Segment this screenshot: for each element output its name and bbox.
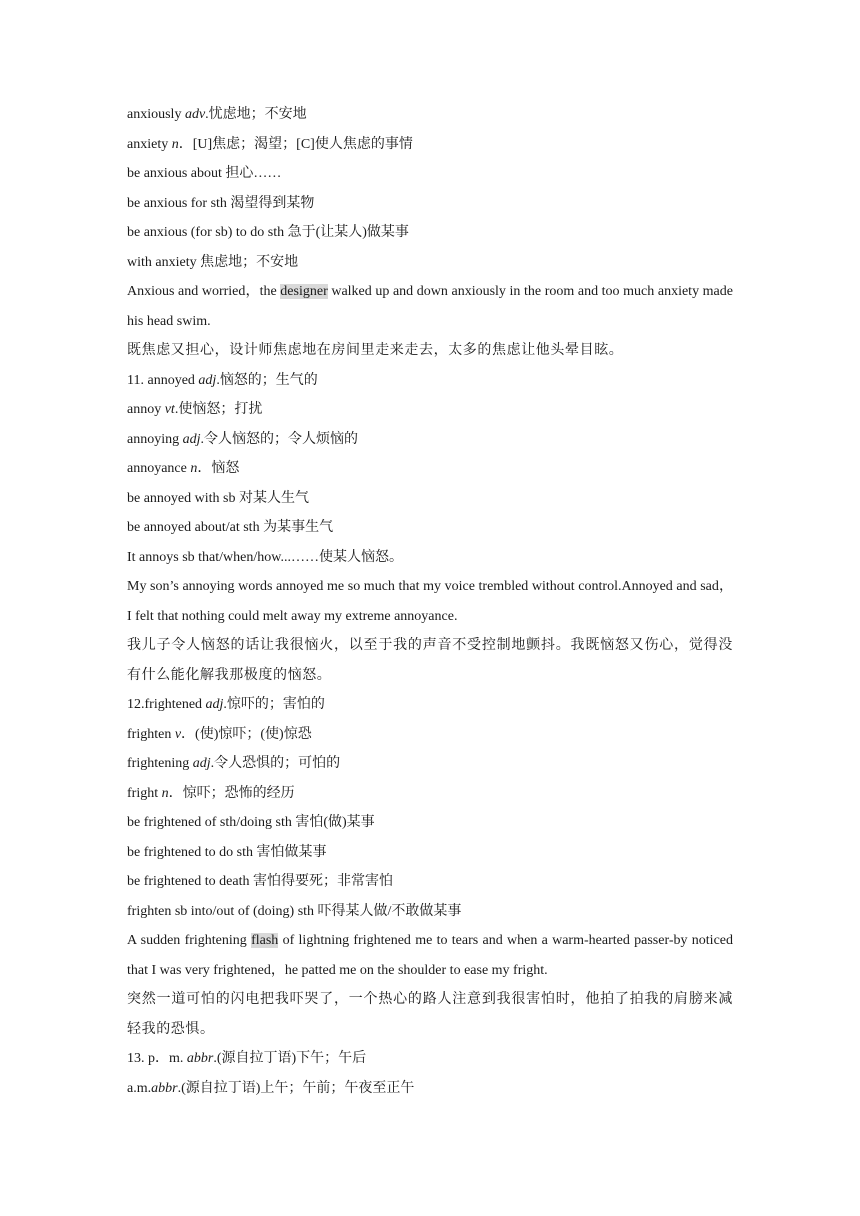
entry-word: annoy xyxy=(127,402,165,417)
sentence-part: Anxious and worried，the xyxy=(127,284,281,299)
part-of-speech: abbr xyxy=(186,1051,214,1066)
entry-definition: ．(使)惊吓；(使)惊恐 xyxy=(181,726,312,742)
example-sentence-annoyed: My son’s annoying words annoyed me so much that my voice trembled without control.Annoyed and sad，I felt that nothing could melt away my extreme annoyance. xyxy=(127,579,733,624)
phrase-anxious-for: be anxious for sth 渴望得到某物 xyxy=(127,195,315,211)
entry-definition: .令人恼怒的；令人烦恼的 xyxy=(200,431,358,447)
entry-word: anxiously xyxy=(127,107,185,122)
entry-pm xyxy=(127,1044,733,1074)
translation-annoyed: 我儿子令人恼怒的话让我很恼火，以至于我的声音不受控制地颤抖。我既恼怒又伤心，觉得没有什么能化解我那极度的恼怒。 xyxy=(127,637,733,683)
entry-definition: ．[U]焦虑；渴望；[C]使人焦虑的事情 xyxy=(178,136,413,152)
entry-am xyxy=(127,1074,733,1104)
sentence-part: walked up and down anxiously in the room and too much anxiety made his head swim. xyxy=(127,284,733,329)
document-body xyxy=(127,100,733,1103)
phrase-frightened-to-death: be frightened to death 害怕得要死；非常害怕 xyxy=(127,874,393,889)
phrase-it-annoys: It annoys sb that/when/how...……使某人恼怒。 xyxy=(127,549,403,565)
entry-fright xyxy=(127,779,733,809)
phrase-frightened-to-do: be frightened to do sth 害怕做某事 xyxy=(127,844,327,860)
entry-anxiously xyxy=(127,100,733,130)
highlighted-word: designer xyxy=(280,284,328,299)
highlighted-word: flash xyxy=(251,933,279,948)
example-sentence-anxious xyxy=(127,277,733,336)
sentence-part: of lightning frightened me to tears and when a warm-hearted passer-by noticed that I was very frightened，he patted me on the shoulder to ease my fright. xyxy=(127,933,733,978)
entry-word: 13. p．m. xyxy=(127,1051,187,1066)
part-of-speech: vt xyxy=(164,402,175,417)
phrase-annoyed-with: be annoyed with sb 对某人生气 xyxy=(127,490,309,506)
part-of-speech: adj xyxy=(205,697,224,712)
entry-definition: .令人恐惧的；可怕的 xyxy=(210,756,341,771)
entry-word: 11. annoyed xyxy=(127,372,199,388)
translation-frightened: 突然一道可怕的闪电把我吓哭了，一个热心的路人注意到我很害怕时，他拍了拍我的肩膀来减轻我的恐惧。 xyxy=(127,991,733,1037)
phrase-frightened-of: be frightened of sth/doing sth 害怕(做)某事 xyxy=(127,815,375,830)
phrase-annoyed-about: be annoyed about/at sth 为某事生气 xyxy=(127,520,334,535)
phrase-anxious-about: be anxious about 担心…… xyxy=(127,166,282,181)
entry-annoy xyxy=(127,395,733,425)
entry-definition: .忧虑地；不安地 xyxy=(205,107,307,122)
sentence-part: A sudden frightening xyxy=(127,933,252,948)
entry-anxiety xyxy=(127,130,733,160)
entry-word: frightening xyxy=(127,756,193,771)
entry-frightened xyxy=(127,690,733,720)
entry-annoying xyxy=(127,425,733,455)
phrase-anxious-to-do: be anxious (for sb) to do sth 急于(让某人)做某事 xyxy=(127,225,409,240)
phrase-with-anxiety: with anxiety 焦虑地；不安地 xyxy=(127,254,299,270)
entry-word: 12.frightened xyxy=(127,697,206,712)
entry-definition: .(源自拉丁语)上午；午前；午夜至正午 xyxy=(177,1080,415,1096)
part-of-speech: n xyxy=(161,785,169,801)
part-of-speech: abbr xyxy=(151,1080,178,1096)
part-of-speech: n xyxy=(190,461,198,476)
entry-word: frighten xyxy=(127,726,175,742)
entry-word: anxiety xyxy=(127,136,172,152)
entry-word: annoying xyxy=(127,431,183,447)
entry-word: annoyance xyxy=(127,461,191,476)
part-of-speech: v xyxy=(174,726,182,742)
part-of-speech: adj xyxy=(198,372,217,388)
part-of-speech: adv xyxy=(184,107,206,122)
entry-frighten xyxy=(127,720,733,750)
entry-word: fright xyxy=(127,785,162,801)
part-of-speech: n xyxy=(171,136,179,152)
entry-definition: ．恼怒 xyxy=(197,461,240,476)
entry-word: a.m. xyxy=(127,1080,152,1096)
entry-annoyance xyxy=(127,454,733,484)
translation-anxious: 既焦虑又担心，设计师焦虑地在房间里走来走去，太多的焦虑让他头晕目眩。 xyxy=(127,342,624,358)
example-sentence-frightened xyxy=(127,926,733,985)
entry-definition: ．惊吓；恐怖的经历 xyxy=(168,785,295,801)
entry-annoyed xyxy=(127,366,733,396)
entry-definition: .惊吓的；害怕的 xyxy=(223,697,325,712)
part-of-speech: adj xyxy=(182,431,201,447)
entry-definition: .恼怒的；生气的 xyxy=(216,372,318,388)
entry-frightening xyxy=(127,749,733,779)
part-of-speech: adj xyxy=(192,756,211,771)
entry-definition: .使恼怒；打扰 xyxy=(174,402,263,417)
entry-definition: .(源自拉丁语)下午；午后 xyxy=(213,1051,367,1066)
phrase-frighten-into: frighten sb into/out of (doing) sth 吓得某人做/不敢做某事 xyxy=(127,903,462,919)
